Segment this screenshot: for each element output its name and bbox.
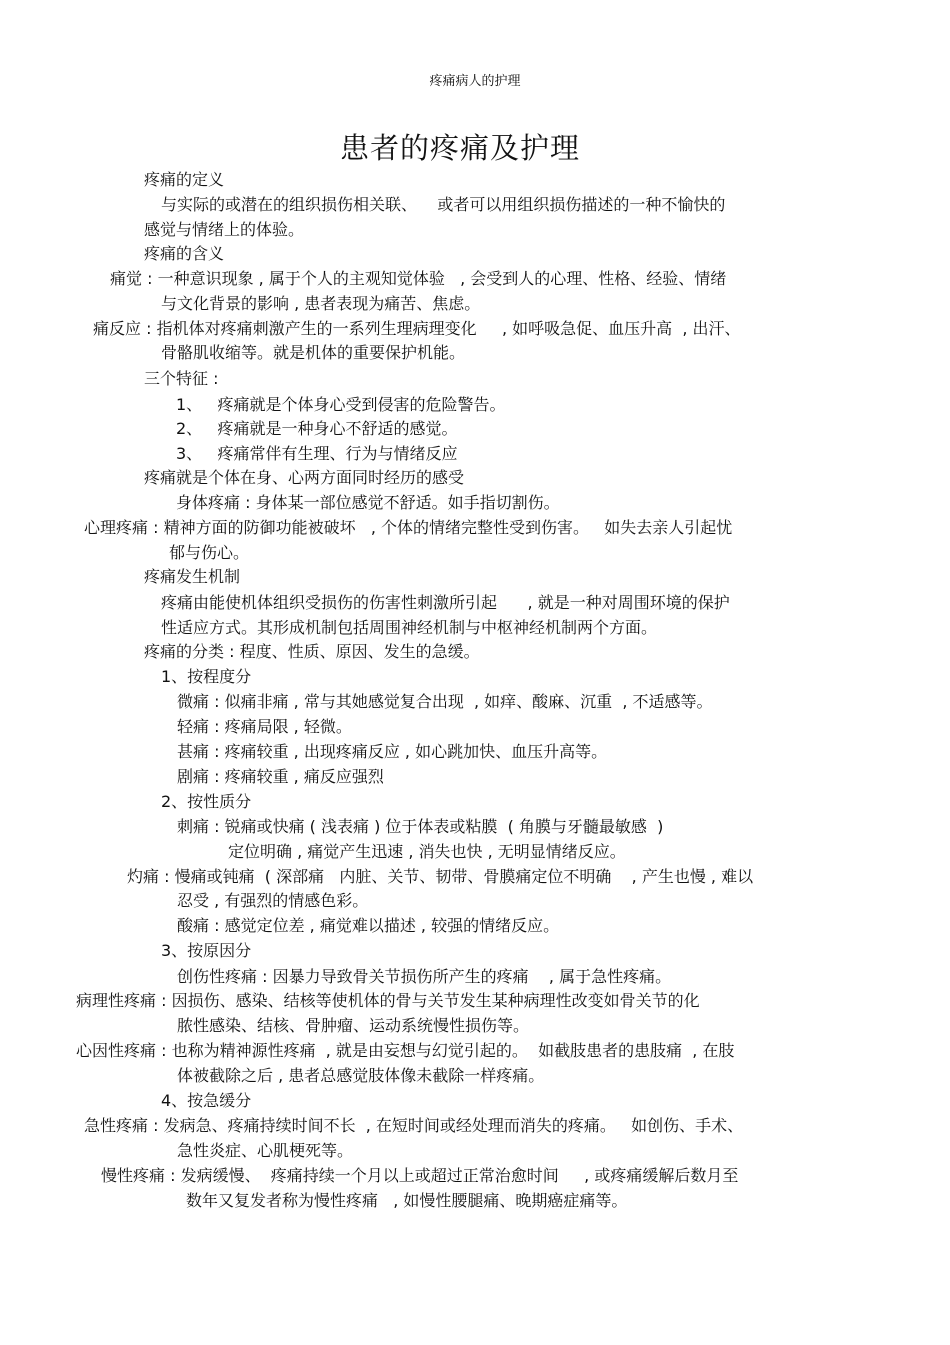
text-line: 轻痛 : 疼痛局限 , 轻微。 [177,717,352,736]
text-line: 剧痛 : 疼痛较重 , 痛反应强烈 [177,767,384,786]
text-line: 刺痛 : 锐痛或快痛 ( 浅表痛 ) 位于体表或粘膜 ( 角膜与牙髓最敏感 ) [177,817,664,836]
text-line: 骨骼肌收缩等。就是机体的重要保护机能。 [161,343,466,362]
text-line: 数年又复发者称为慢性疼痛 , 如慢性腰腿痛、晚期癌症痛等。 [186,1191,628,1210]
text-line: 忍受 , 有强烈的情感色彩。 [177,891,369,910]
text-line: 甚痛 : 疼痛较重 , 出现疼痛反应 , 如心跳加快、血压升高等。 [177,742,608,761]
text-line: 急性疼痛 : 发病急、疼痛持续时间不长 , 在短时间或经处理而消失的疼痛。 如创伤、手术、 [84,1116,744,1135]
text-line: 疼痛的定义 [144,170,225,189]
text-line: 心理疼痛 : 精神方面的防御功能被破坏 , 个体的情绪完整性受到伤害。 如失去亲人引起忧 [84,518,733,537]
text-line: 2、 疼痛就是一种身心不舒适的感觉。 [176,419,458,438]
text-line: 创伤性疼痛 : 因暴力导致骨关节损伤所产生的疼痛 , 属于急性疼痛。 [177,967,672,986]
text-line: 身体疼痛 : 身体某一部位感觉不舒适。如手指切割伤。 [176,493,560,512]
text-line: 性适应方式。其形成机制包括周围神经机制与中枢神经机制两个方面。 [161,618,658,637]
text-line: 疼痛就是个体在身、心两方面同时经历的感受 [144,468,465,487]
text-line: 体被截除之后 , 患者总感觉肢体像未截除一样疼痛。 [177,1066,545,1085]
text-line: 酸痛 : 感觉定位差 , 痛觉难以描述 , 较强的情绪反应。 [177,916,560,935]
text-line: 感觉与情绪上的体验。 [144,220,305,239]
text-line: 与文化背景的影响 , 患者表现为痛苦、焦虑。 [161,294,481,313]
text-line: 与实际的或潜在的组织损伤相关联、 或者可以用组织损伤描述的一种不愉快的 [161,195,726,214]
text-line: 三个特征 : [144,369,219,388]
text-line: 1、 疼痛就是个体身心受到侵害的危险警告。 [176,395,506,414]
text-line: 慢性疼痛 : 发病缓慢、 疼痛持续一个月以上或超过正常治愈时间 , 或疼痛缓解后数月至 [101,1166,739,1185]
text-line: 病理性疼痛 : 因损伤、感染、结核等使机体的骨与关节发生某种病理性改变如骨关节的化 [76,991,700,1010]
text-line: 2、按性质分 [161,792,252,811]
text-line: 4、按急缓分 [161,1091,252,1110]
text-line: 急性炎症、心肌梗死等。 [177,1141,354,1160]
text-line: 定位明确 , 痛觉产生迅速 , 消失也快 , 无明显情绪反应。 [228,842,626,861]
text-line: 痛反应 : 指机体对疼痛刺激产生的一系列生理病理变化 , 如呼吸急促、血压升高 , 出汗、 [93,319,741,338]
page-header: 疼痛病人的护理 [429,74,521,89]
text-line: 疼痛的分类 : 程度、性质、原因、发生的急缓。 [144,642,480,661]
text-line: 心因性疼痛 : 也称为精神源性疼痛 , 就是由妄想与幻觉引起的。 如截肢患者的患肢痛 , 在肢 [76,1041,735,1060]
text-line: 疼痛由能使机体组织受损伤的伤害性刺激所引起 , 就是一种对周围环境的保护 [161,593,730,612]
text-line: 痛觉 : 一种意识现象 , 属于个人的主观知觉体验 , 会受到人的心理、性格、经验、情绪 [110,269,727,288]
text-line: 疼痛的含义 [144,244,225,263]
text-line: 脓性感染、结核、骨肿瘤、运动系统慢性损伤等。 [177,1016,530,1035]
text-line: 疼痛发生机制 [144,567,241,586]
text-line: 3、按原因分 [161,941,252,960]
text-line: 3、 疼痛常伴有生理、行为与情绪反应 [176,444,458,463]
text-line: 微痛 : 似痛非痛 , 常与其她感觉复合出现 , 如痒、酸麻、沉重 , 不适感等。 [177,692,713,711]
document-title: 患者的疼痛及护理 [339,131,580,165]
text-line: 灼痛 : 慢痛或钝痛 ( 深部痛 内脏、关节、韧带、骨膜痛定位不明确 , 产生也慢 , 难以 [127,867,754,886]
text-line: 1、按程度分 [161,667,252,686]
text-line: 郁与伤心。 [169,543,250,562]
